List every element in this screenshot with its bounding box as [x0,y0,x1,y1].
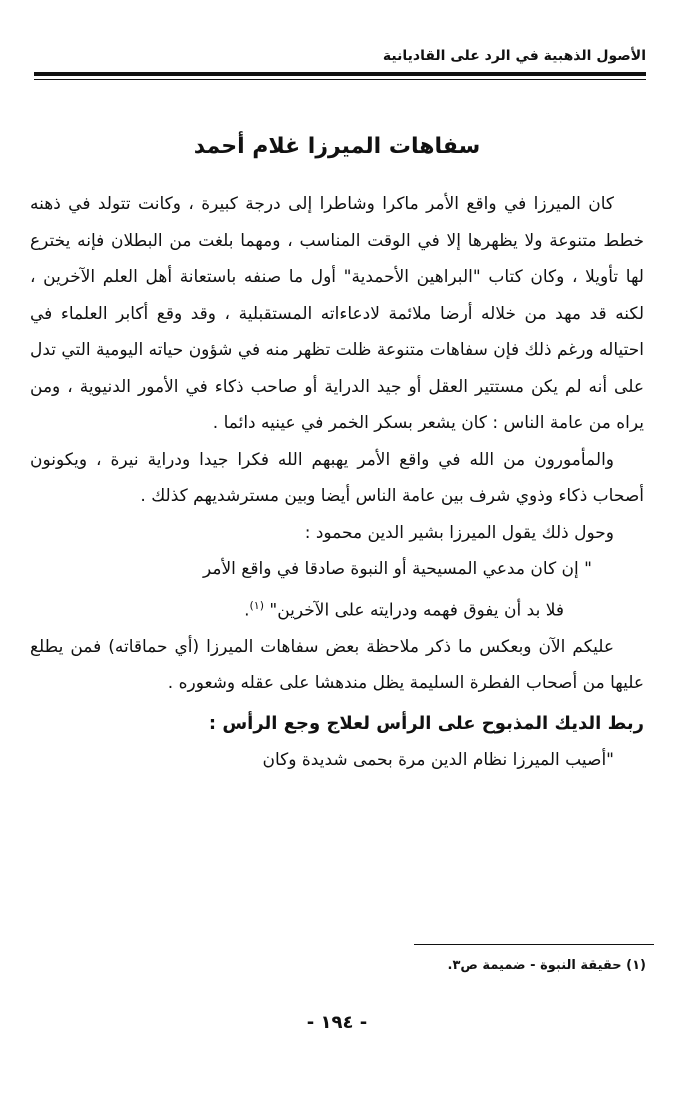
page-number: - ١٩٤ - [306,1012,368,1033]
footnote-rule [414,944,654,945]
quote-line-2-text: فلا بد أن يفوق فهمه ودرايته على الآخرين" [269,600,564,621]
footnote: (١) حقيقة النبوة - ضميمة ص٣. [447,958,646,973]
paragraph-5: "أصيب الميرزا نظام الدين مرة بحمى شديدة وكان [262,750,614,771]
body-text [30,186,644,779]
chapter-title: سفاهات الميرزا غلام أحمد [193,134,481,159]
header-rule [34,72,646,76]
quote-line-1: " إن كان مدعي المسيحية أو النبوة صادقا في واقع الأمر [203,559,592,579]
paragraph-4: عليكم الآن وبعكس ما ذكر ملاحظة بعض سفاهات الميرزا (أي حماقاته) فمن يطلع عليها من أصحاب الفطرة السليمة يظل مندهشا على عقله وشعوره . [30,636,644,694]
footnote-marker[interactable]: (١) [249,598,264,612]
running-header: الأصول الذهبية في الرد على القاديانية [382,48,646,64]
paragraph-3: وحول ذلك يقول الميرزا بشير الدين محمود : [304,522,614,543]
quote-line-2 [30,588,644,629]
subheading: ربط الديك المذبوح على الرأس لعلاج وجع الرأس : [208,712,644,734]
paragraph-1: كان الميرزا في واقع الأمر ماكرا وشاطرا إلى درجة كبيرة ، وكانت تتولد في ذهنه خطط متنوعة ولا يظهرها إلا في الوقت المناسب ، ومهما بلغت من البطلان فإنه يخترع لها تأويلا ، وكان كتاب "البراهين الأحمدية" أول ما صنفه باستعانة أهل العلم الآخرين ، لكنه قد مهد من خلاله أرضا ملائمة لادعاءاته المستقبلية ، وقد وقع أكابر العلماء في احتياله ورغم ذلك فإن سفاهات متنوعة ظلت تظهر منه في شؤون حياته اليومية التي تدل على أنه لم يكن مستتير العقل أو جيد الدراية أو صاحب ذكاء في الأمور الدنيوية ، ومن يراه من عامة الناس : كان يشعر بسكر الخمر في عينيه دائما . [30,194,644,433]
header-rule-thin [34,79,646,80]
quote-end: . [244,600,250,621]
paragraph-2: والمأمورون من الله في واقع الأمر يهبهم الله فكرا جيدا ودراية نيرة ، ويكونون أصحاب ذكاء وذوي شرف بين عامة الناس أيضا وبين مسترشديهم كذلك . [30,449,644,506]
